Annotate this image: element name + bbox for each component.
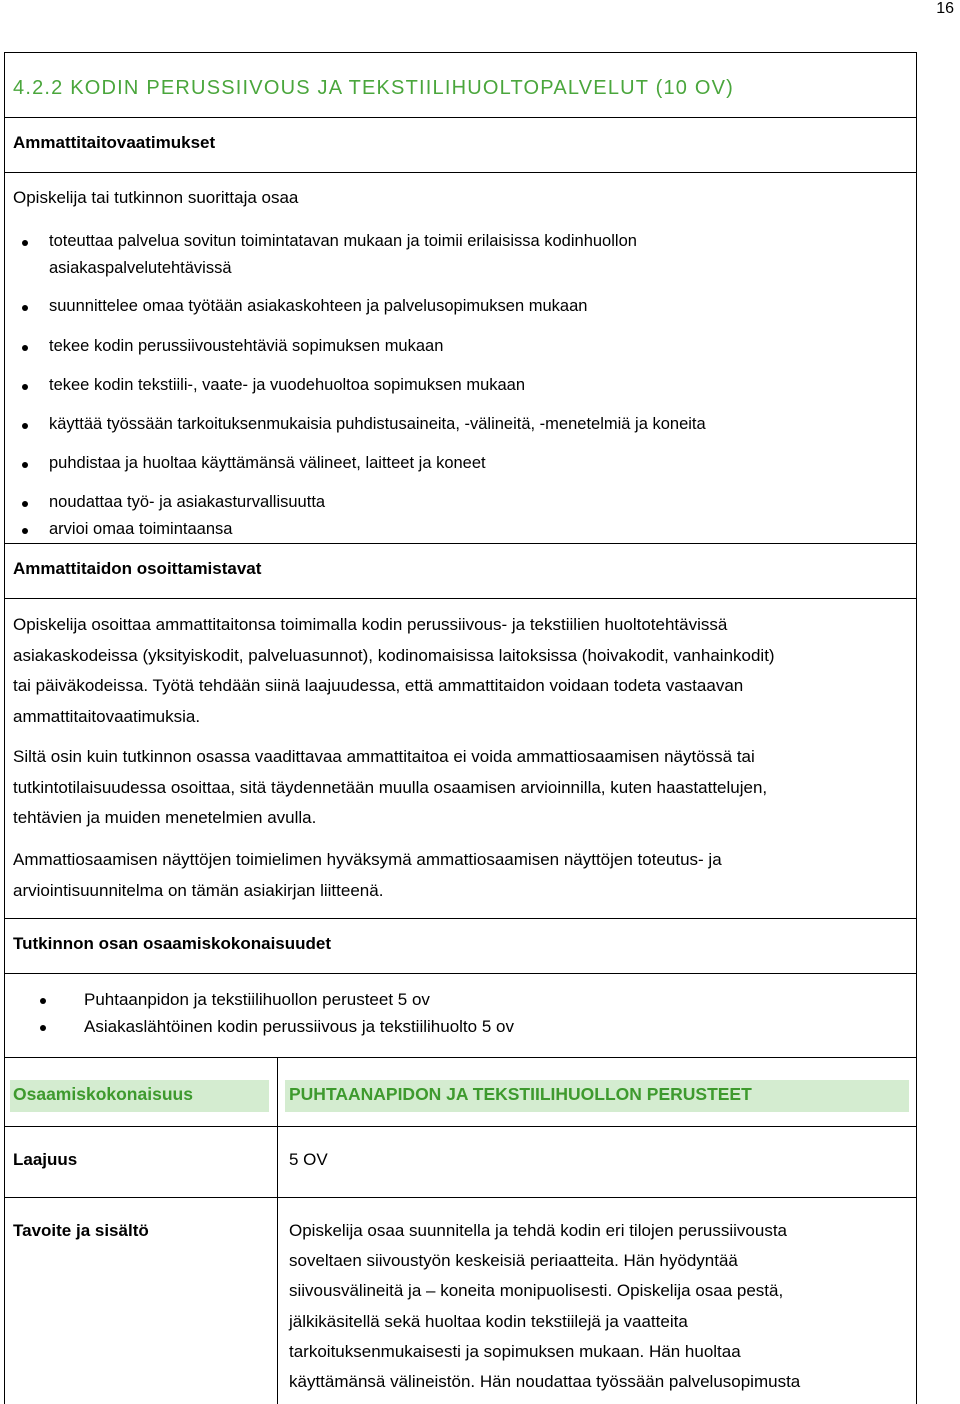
bullet-icon — [22, 345, 28, 351]
bullet-icon — [22, 305, 28, 311]
divider — [4, 598, 917, 599]
bullet-icon — [22, 462, 28, 468]
scope-label: Laajuus — [13, 1150, 78, 1169]
entity-label: Osaamiskokonaisuus — [13, 1084, 193, 1104]
page-number: 16 — [936, 0, 954, 17]
demonstration-paragraph-1: Opiskelija osoittaa ammattitaitonsa toimimalla kodin perussiivous- ja tekstiilien huoltotehtävissä asiakaskodeissa (yksityiskodit, palveluasunnot), kodinomaisissa laitoksissa (hoivakodit, vanhainkodit) tai päiväkodeissa. Työtä tehdään siinä laajuudessa, että ammattitaidon voidaan todeta vastaavan ammattitaitovaatimuksia. — [13, 615, 775, 726]
section-title: 4.2.2 KODIN PERUSSIIVOUS JA TEKSTIILIHUOLTOPALVELUT (10 OV) — [13, 77, 735, 99]
bullet-icon — [22, 384, 28, 390]
scope-value: 5 OV — [289, 1150, 328, 1169]
divider — [4, 918, 917, 919]
demonstration-heading: Ammattitaidon osoittamistavat — [13, 559, 262, 578]
divider — [4, 973, 917, 974]
divider — [4, 1197, 917, 1198]
divider — [4, 1057, 917, 1058]
list-item-continuation: asiakaspalvelutehtävissä — [49, 259, 232, 277]
bullet-icon — [40, 998, 46, 1004]
units-heading: Tutkinnon osan osaamiskokonaisuudet — [13, 934, 332, 953]
bullet-icon — [22, 501, 28, 507]
bullet-icon — [22, 423, 28, 429]
goal-text: Opiskelija osaa suunnitella ja tehdä kodin eri tilojen perussiivousta soveltaen siivoustyön keskeisiä periaatteita. Hän hyödyntää siivousvälineitä ja – koneita monipuolisesti. Opiskelija osaa pestä, jälkikäsitellä sekä huoltaa kodin tekstiilejä ja vaatteita tarkoituksenmukaisesti ja sopimuksen mukaan. Hän huoltaa käyttämänsä välineistön. Hän noudattaa työssään palvelusopimusta — [289, 1221, 801, 1392]
divider — [4, 1126, 917, 1127]
table-column-divider — [277, 1057, 278, 1404]
entity-value: PUHTAANAPIDON JA TEKSTIILIHUOLLON PERUSTEET — [289, 1084, 752, 1104]
demonstration-paragraph-3: Ammattiosaamisen näyttöjen toimielimen hyväksymä ammattiosaamisen näyttöjen toteutus- ja arviointisuunnitelma on tämän asiakirjan liitteenä. — [13, 850, 722, 900]
divider — [4, 117, 917, 118]
requirements-heading: Ammattitaitovaatimukset — [13, 133, 216, 152]
divider — [4, 172, 917, 173]
requirements-intro: Opiskelija tai tutkinnon suorittaja osaa — [13, 188, 299, 207]
goal-label: Tavoite ja sisältö — [13, 1221, 149, 1240]
bullet-icon — [22, 240, 28, 246]
demonstration-paragraph-2: Siltä osin kuin tutkinnon osassa vaadittavaa ammattitaitoa ei voida ammattiosaamisen näytössä tai tutkintotilaisuudessa osoittaa, sitä täydennetään muulla osaamisen arvioinnilla, kuten haastattelujen, tehtävien ja muiden menetelmien avulla. — [13, 747, 768, 827]
bullet-icon — [22, 528, 28, 534]
bullet-icon — [40, 1025, 46, 1031]
divider — [4, 543, 917, 544]
